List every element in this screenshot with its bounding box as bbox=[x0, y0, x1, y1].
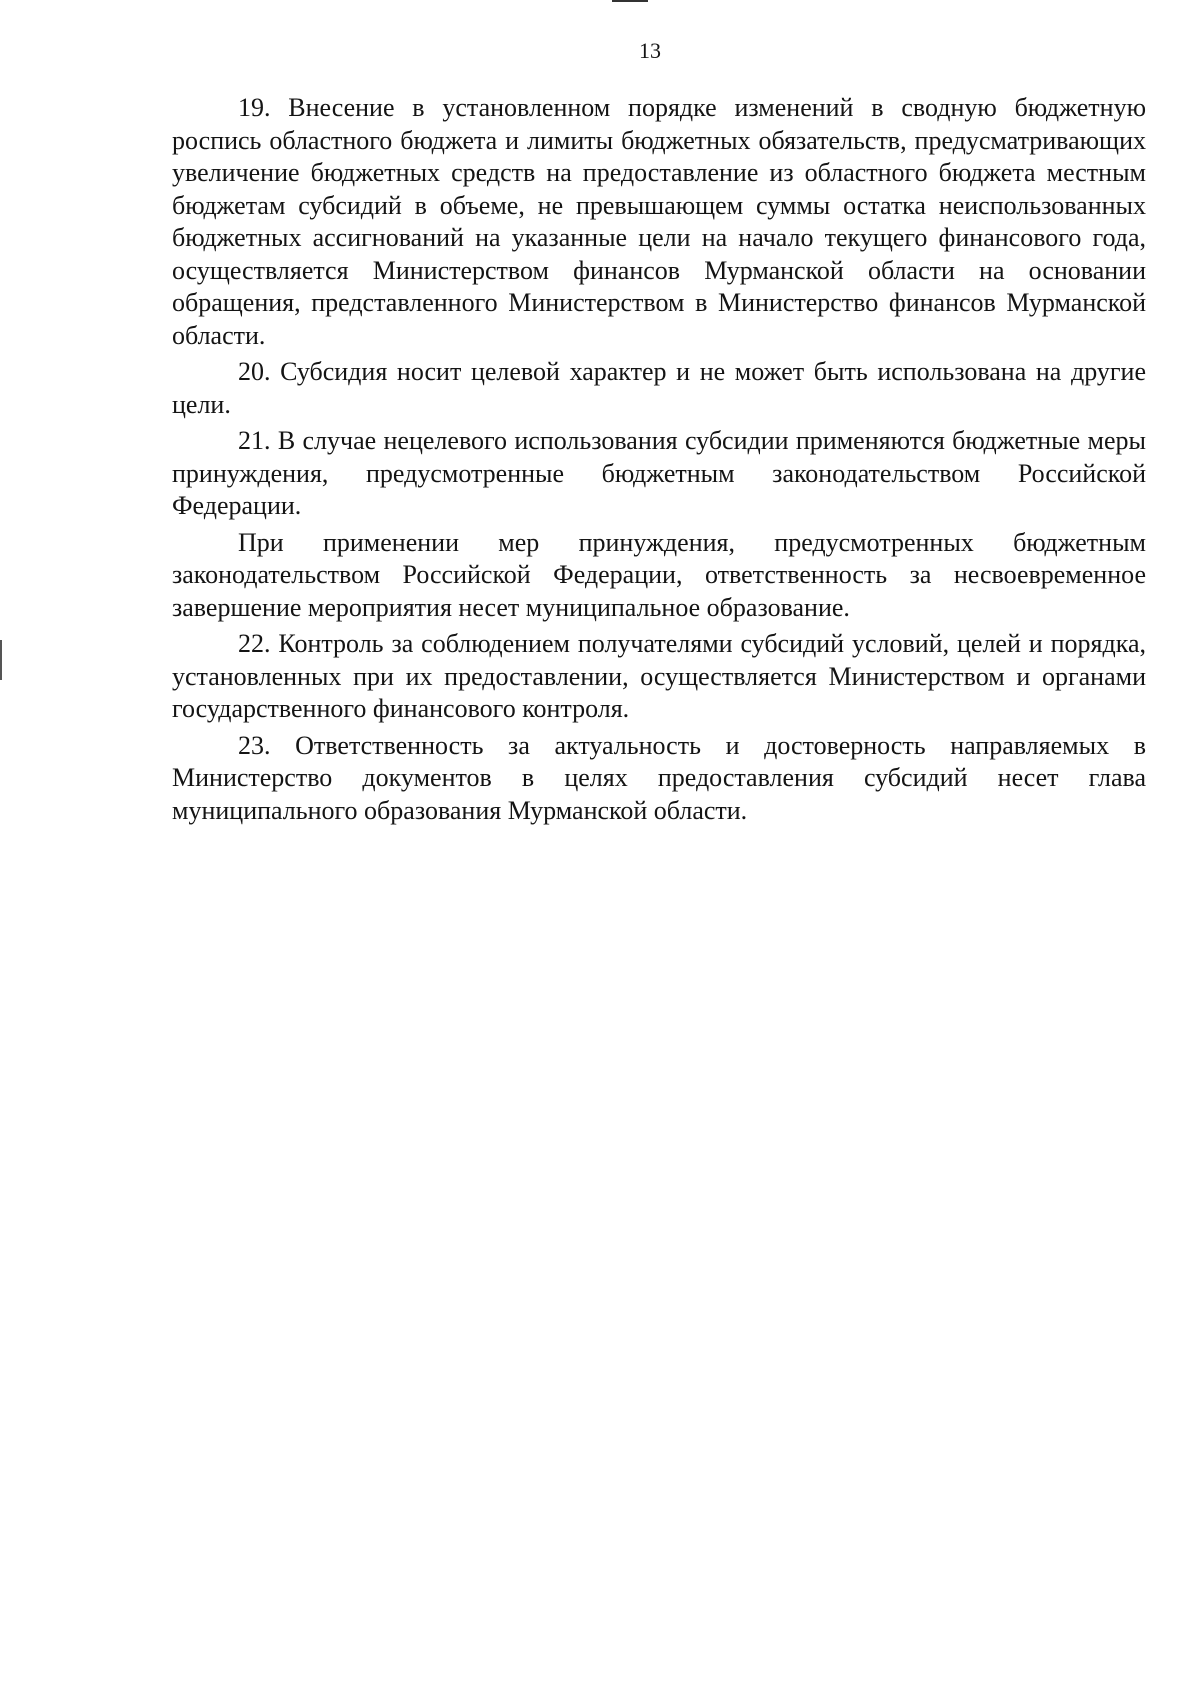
paragraph-19: 19. Внесение в установленном порядке изменений в сводную бюджетную роспись областного бюджета и лимиты бюджетных обязательств, предусматривающих увеличение бюджетных средств на предоставление из областного бюджета местным бюджетам субсидий в объеме, не превышающем суммы остатка неиспользованных бюджетных ассигнований на указанные цели на начало текущего финансового года, осуществляется Министерством финансов Мурманской области на основании обращения, представленного Министерством в Министерство финансов Мурманской области. bbox=[172, 93, 1146, 350]
scan-edge-mark bbox=[612, 0, 648, 2]
paragraph-21-continuation: При применении мер принуждения, предусмотренных бюджетным законодательством Российской Федерации, ответственность за несвоевременное завершение мероприятия несет муниципальное образование. bbox=[172, 527, 1146, 622]
page-number: 13 bbox=[639, 38, 661, 63]
paragraph-21: 21. В случае нецелевого использования субсидии применяются бюджетные меры принуждения, предусмотренные бюджетным законодательством Российской Федерации. bbox=[172, 426, 1146, 520]
paragraph-23: 23. Ответственность за актуальность и достоверность направляемых в Министерство документов в целях предоставления субсидий несет глава муниципального образования Мурманской области. bbox=[172, 730, 1146, 825]
document-body bbox=[172, 92, 1146, 831]
paragraph-20: 20. Субсидия носит целевой характер и не может быть использована на другие цели. bbox=[172, 357, 1146, 419]
paragraph-22: 22. Контроль за соблюдением получателями субсидий условий, целей и порядка, установленных при их предоставлении, осуществляется Министерством и органами государственного финансового контроля. bbox=[172, 629, 1146, 723]
scan-margin-mark bbox=[0, 640, 2, 680]
